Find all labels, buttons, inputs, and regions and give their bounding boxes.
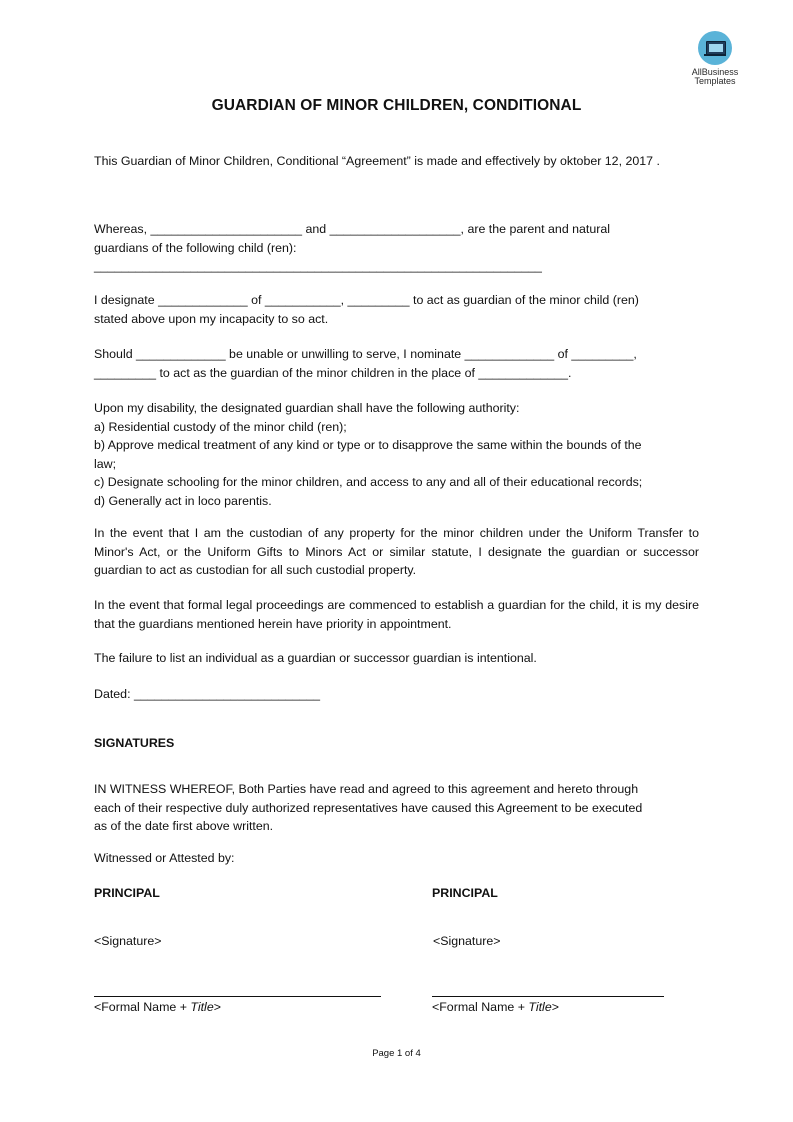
authority-item: law; [94, 456, 117, 471]
authority-intro: Upon my disability, the designated guardian shall have the following authority: [94, 401, 520, 415]
authority-item: c) Designate schooling for the minor children, and access to any and all of their educational records; [94, 475, 643, 489]
authority-item: d) Generally act in loco parentis. [94, 493, 272, 508]
left-signature-line [94, 996, 381, 997]
authority-list [94, 399, 699, 510]
nomination-paragraph: Should _____________ be unable or unwilling to serve, I nominate _____________ of _________, _________ to act as the guardian of the minor children in the place of _____________. [94, 347, 637, 380]
right-formal-name: <Formal Name + Title> [432, 1000, 559, 1014]
document-title: GUARDIAN OF MINOR CHILDREN, CONDITIONAL [211, 97, 582, 114]
left-principal-heading: PRINCIPAL [94, 886, 160, 900]
right-signature-placeholder: <Signature> [433, 934, 501, 948]
allbusiness-logo [682, 31, 748, 86]
logo-text: AllBusiness Templates [691, 67, 739, 86]
intro-paragraph: This Guardian of Minor Children, Conditional “Agreement” is made and effectively by oktober 12, 2017 . [94, 154, 660, 168]
legal-proceedings-paragraph: In the event that formal legal proceedings are commenced to establish a guardian for the child, it is my desire that the guardians mentioned herein have priority in appointment. [94, 598, 699, 631]
authority-item: a) Residential custody of the minor child (ren); [94, 419, 347, 434]
failure-paragraph: The failure to list an individual as a guardian or successor guardian is intentional. [94, 651, 537, 665]
left-formal-name: <Formal Name + Title> [94, 1000, 221, 1014]
authority-item: b) Approve medical treatment of any kind or type or to disapprove the same within the bounds of the [94, 438, 642, 452]
witness-paragraph: IN WITNESS WHEREOF, Both Parties have read and agreed to this agreement and hereto through each of their respective duly authorized representatives have caused this Agreement to be executed as of the date first above written. [94, 782, 643, 833]
laptop-icon [698, 31, 732, 65]
designate-paragraph: I designate _____________ of ___________, _________ to act as guardian of the minor child (ren) stated above upon my incapacity to so act. [94, 293, 639, 326]
whereas-paragraph: Whereas, ______________________ and ___________________, are the parent and natural guardians of the following child (ren): _________________________________________________________________ [94, 222, 611, 273]
right-signature-line [432, 996, 664, 997]
custodian-paragraph: In the event that I am the custodian of any property for the minor children under the Uniform Transfer to Minor's Act, or the Uniform Gifts to Minors Act or similar statute, I designate the guardian or successor guardian to act as custodian for all such custodial property. [94, 526, 699, 577]
page-number: Page 1 of 4 [372, 1048, 421, 1059]
dated-field: Dated: ___________________________ [94, 687, 321, 701]
attested-label: Witnessed or Attested by: [94, 851, 235, 865]
signatures-heading: SIGNATURES [94, 736, 175, 750]
right-principal-heading: PRINCIPAL [432, 886, 498, 900]
left-signature-placeholder: <Signature> [94, 934, 162, 948]
